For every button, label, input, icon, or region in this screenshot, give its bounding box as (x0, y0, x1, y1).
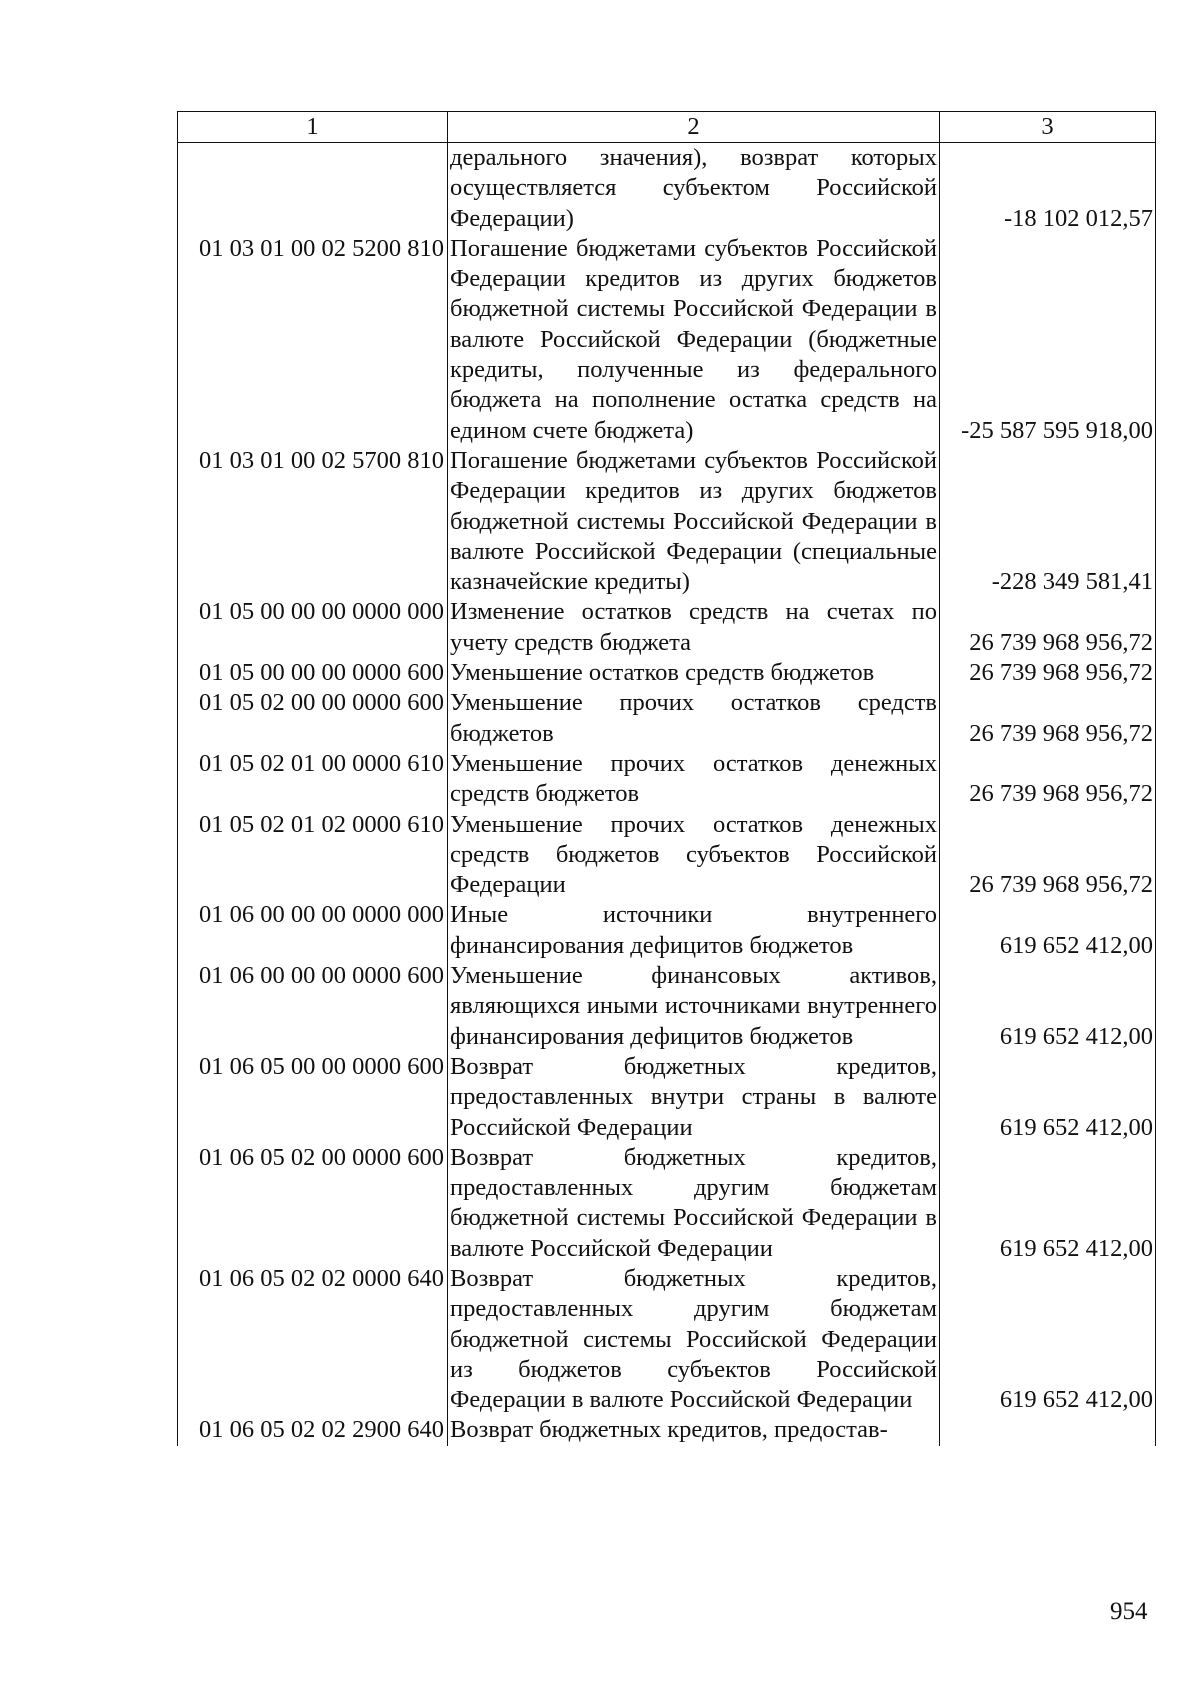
classification-code-cell: 01 06 05 02 02 2900 640 (178, 1415, 448, 1445)
table-header-row (178, 112, 1156, 143)
classification-code-cell: 01 06 05 02 02 0000 640 (178, 1264, 448, 1415)
amount-cell: 619 652 412,00 (940, 1052, 1156, 1143)
table-row (178, 143, 1156, 234)
page-number: 954 (1110, 1598, 1148, 1625)
classification-code-cell: 01 06 00 00 00 0000 600 (178, 961, 448, 1052)
table-row (178, 234, 1156, 446)
description-cell: дерального значения), возврат которых осуществляется субъектом Российской Федерации) (448, 143, 940, 234)
column-header-3: 3 (940, 112, 1156, 143)
amount-cell: 619 652 412,00 (940, 900, 1156, 961)
table-row (178, 688, 1156, 749)
description-cell: Возврат бюджетных кредитов, предоставленных другим бюджетам бюджетной системы Российской Федерации в валюте Российской Федерации (448, 1143, 940, 1264)
table-row (178, 446, 1156, 597)
description-cell: Уменьшение финансовых активов, являющихся иными источниками внутреннего финансирования дефицитов бюджетов (448, 961, 940, 1052)
amount-cell: 26 739 968 956,72 (940, 658, 1156, 688)
amount-cell: 26 739 968 956,72 (940, 597, 1156, 658)
description-cell: Уменьшение прочих остатков денежных средств бюджетов (448, 749, 940, 810)
classification-code-cell: 01 06 05 00 00 0000 600 (178, 1052, 448, 1143)
description-cell: Уменьшение прочих остатков денежных средств бюджетов субъектов Российской Федерации (448, 810, 940, 901)
classification-code-cell: 01 03 01 00 02 5700 810 (178, 446, 448, 597)
description-cell: Погашение бюджетами субъектов Российской Федерации кредитов из других бюджетов бюджетной системы Российской Федерации в валюте Российской Федерации (бюджетные кредиты, полученные из федерального бюджета на пополнение остатка средств на едином счете бюджета) (448, 234, 940, 446)
amount-cell: 619 652 412,00 (940, 961, 1156, 1052)
amount-cell: 26 739 968 956,72 (940, 810, 1156, 901)
description-cell: Возврат бюджетных кредитов, предостав- (448, 1415, 940, 1445)
table-row (178, 1052, 1156, 1143)
description-cell: Иные источники внутреннего финансирования дефицитов бюджетов (448, 900, 940, 961)
table-row (178, 1264, 1156, 1415)
table-row (178, 900, 1156, 961)
description-cell: Погашение бюджетами субъектов Российской Федерации кредитов из других бюджетов бюджетной системы Российской Федерации в валюте Российской Федерации (специальные казначейские кредиты) (448, 446, 940, 597)
classification-code-cell (178, 143, 448, 234)
amount-cell: -18 102 012,57 (940, 143, 1156, 234)
classification-code-cell: 01 05 02 01 02 0000 610 (178, 810, 448, 901)
classification-code-cell: 01 05 02 01 00 0000 610 (178, 749, 448, 810)
classification-code-cell: 01 06 05 02 00 0000 600 (178, 1143, 448, 1264)
table-row (178, 749, 1156, 810)
table-body (178, 143, 1156, 1446)
amount-cell (940, 1415, 1156, 1445)
table-row (178, 658, 1156, 688)
column-header-2: 2 (448, 112, 940, 143)
amount-cell: 619 652 412,00 (940, 1143, 1156, 1264)
table-row (178, 961, 1156, 1052)
amount-cell: 26 739 968 956,72 (940, 688, 1156, 749)
classification-code-cell: 01 05 00 00 00 0000 600 (178, 658, 448, 688)
budget-sources-table (177, 111, 1156, 1446)
amount-cell: -228 349 581,41 (940, 446, 1156, 597)
description-cell: Возврат бюджетных кредитов, предоставленных внутри страны в валюте Российской Федерации (448, 1052, 940, 1143)
classification-code-cell: 01 03 01 00 02 5200 810 (178, 234, 448, 446)
table-row (178, 1415, 1156, 1445)
description-cell: Уменьшение прочих остатков средств бюджетов (448, 688, 940, 749)
table-row (178, 810, 1156, 901)
description-cell: Уменьшение остатков средств бюджетов (448, 658, 940, 688)
column-header-1: 1 (178, 112, 448, 143)
amount-cell: 26 739 968 956,72 (940, 749, 1156, 810)
description-cell: Изменение остатков средств на счетах по учету средств бюджета (448, 597, 940, 658)
classification-code-cell: 01 05 02 00 00 0000 600 (178, 688, 448, 749)
classification-code-cell: 01 06 00 00 00 0000 000 (178, 900, 448, 961)
table-row (178, 597, 1156, 658)
classification-code-cell: 01 05 00 00 00 0000 000 (178, 597, 448, 658)
description-cell: Возврат бюджетных кредитов, предоставленных другим бюджетам бюджетной системы Российской Федерации из бюджетов субъектов Российской Федерации в валюте Российской Федерации (448, 1264, 940, 1415)
amount-cell: 619 652 412,00 (940, 1264, 1156, 1415)
amount-cell: -25 587 595 918,00 (940, 234, 1156, 446)
table-row (178, 1143, 1156, 1264)
